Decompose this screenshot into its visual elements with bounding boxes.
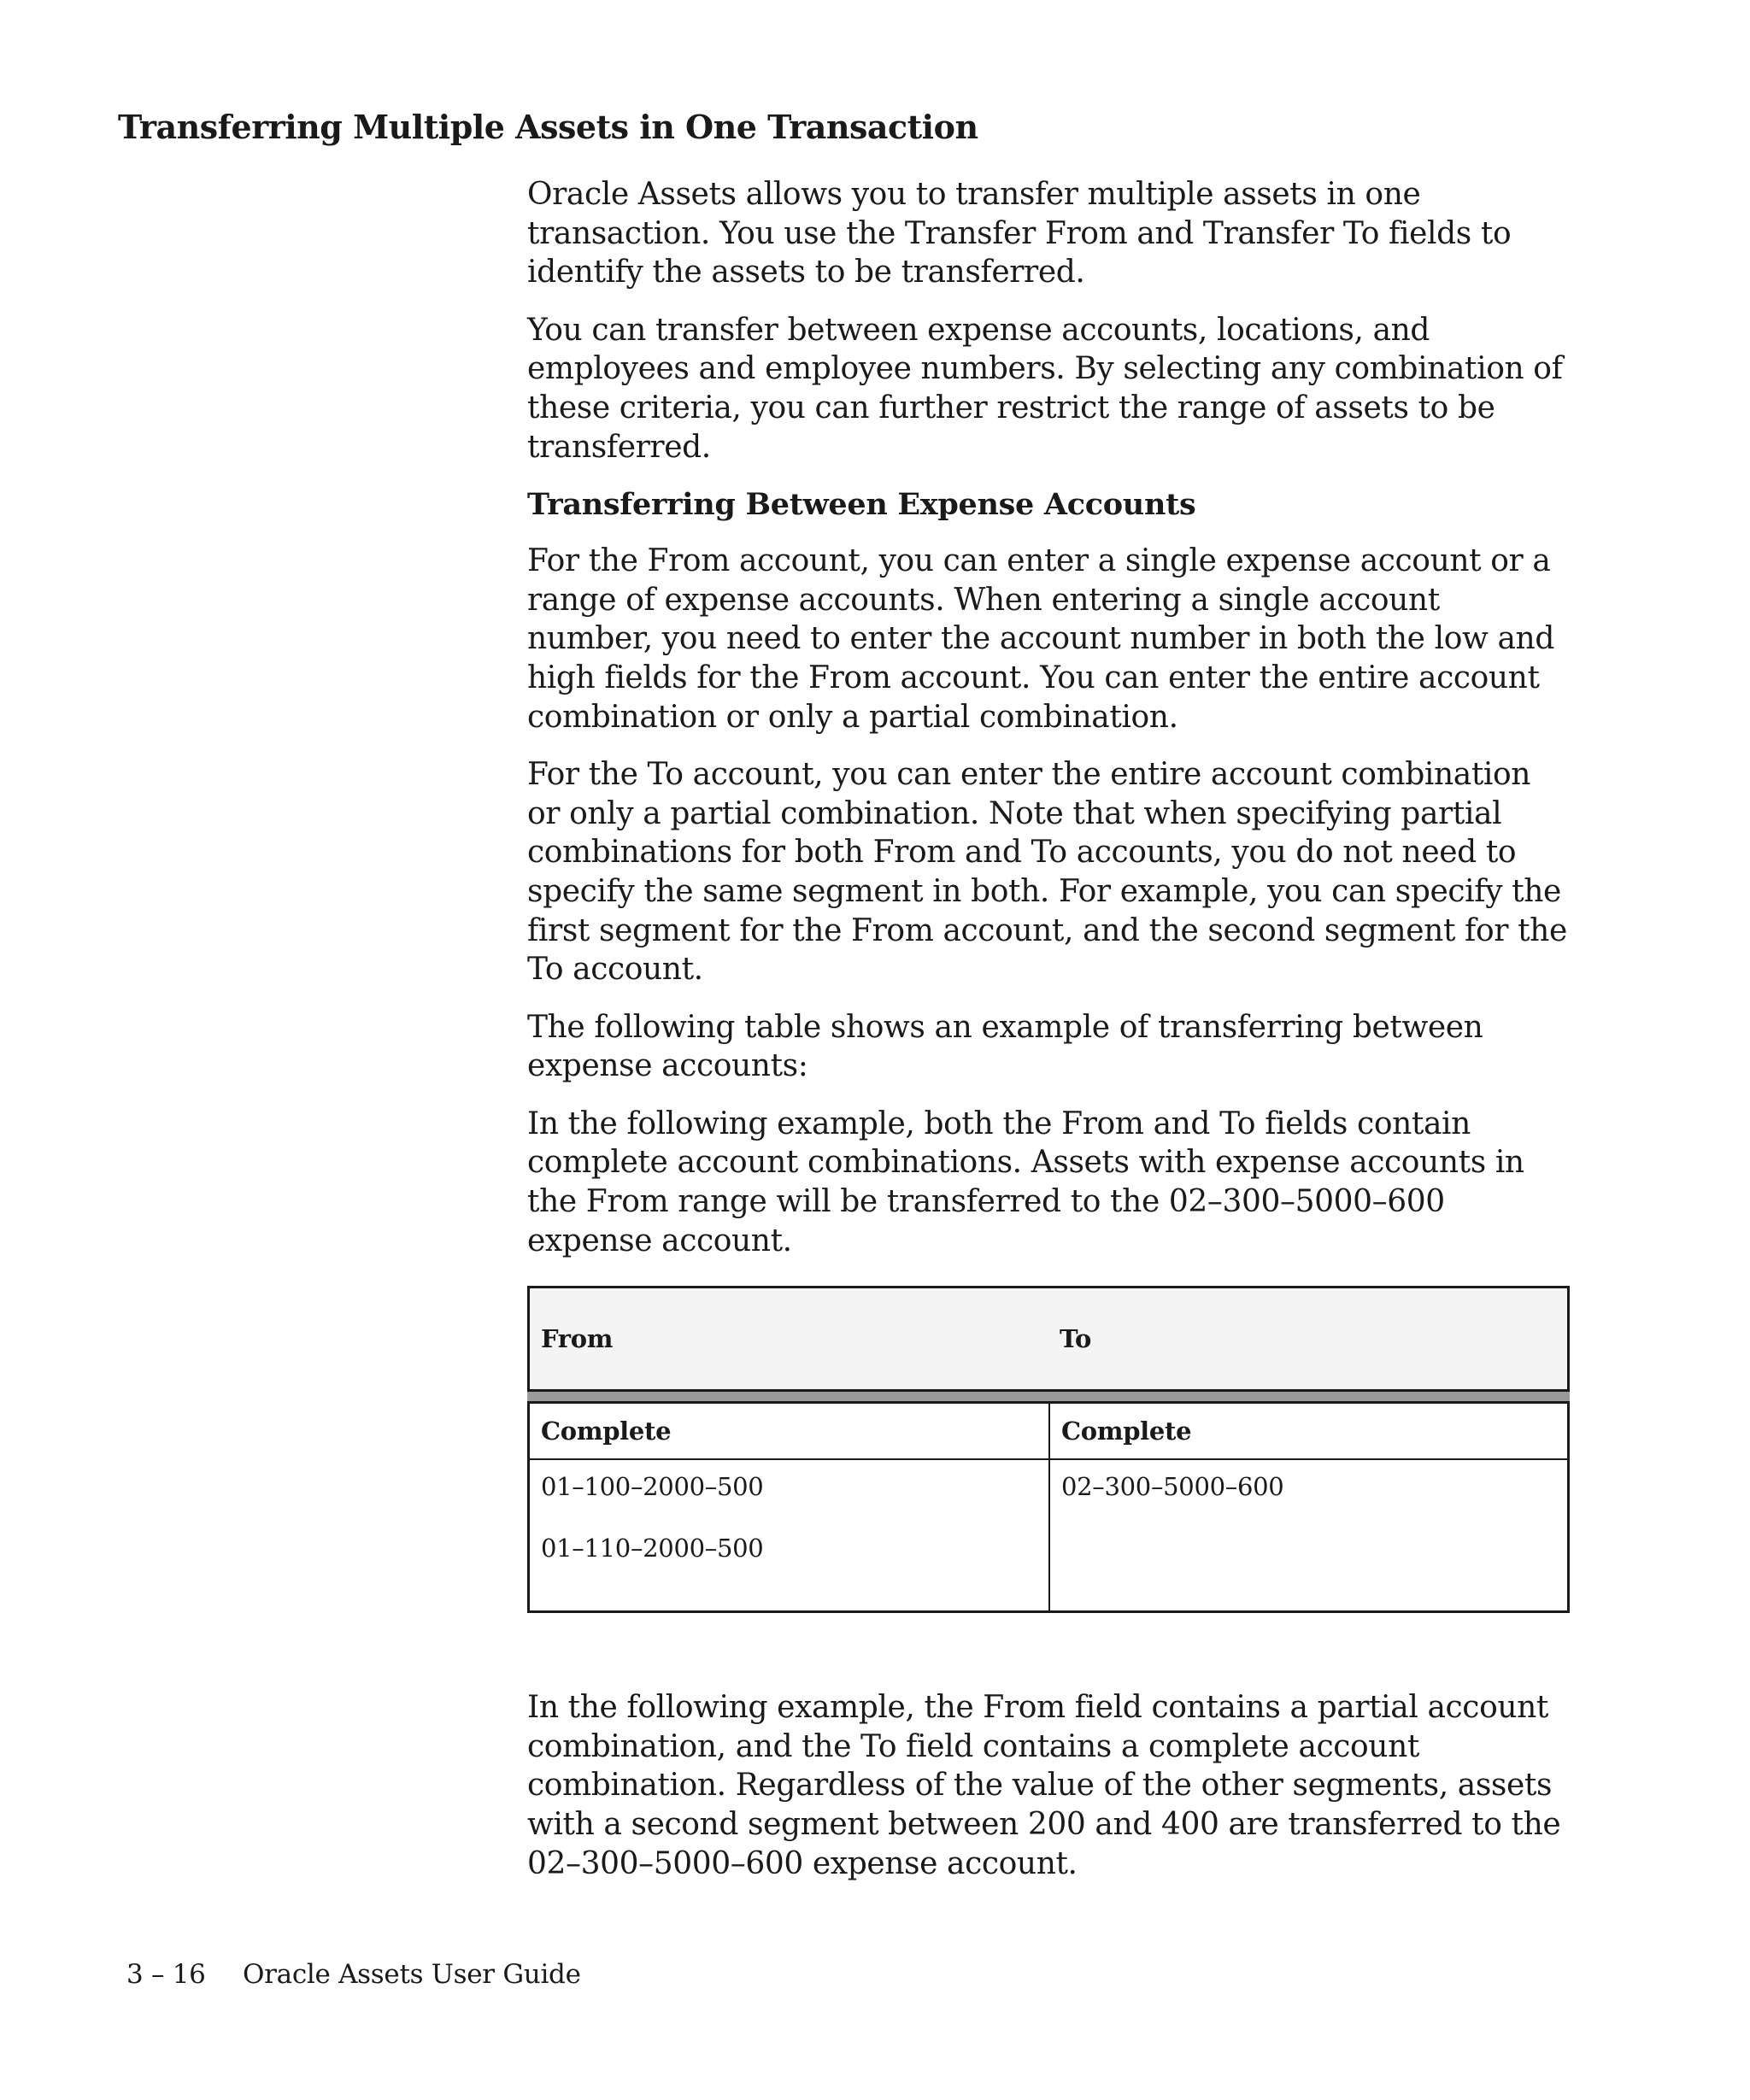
page-title: Transferring Multiple Assets in One Transaction <box>118 108 978 146</box>
table-divider <box>527 1392 1570 1401</box>
to-account-cell: 02–300–5000–600 <box>1061 1472 1284 1502</box>
table-header <box>527 1286 1570 1392</box>
to-type-cell: Complete <box>1050 1404 1567 1460</box>
intro-paragraph-2: You can transfer between expense accounts, locations, and employees and employee numbers. By selecting any combination of these criteria, you can further restrict the range of assets to be transferred. <box>527 312 1563 465</box>
book-title: Oracle Assets User Guide <box>243 1959 581 1990</box>
page-number: 3 – 16 <box>126 1959 206 1990</box>
intro-paragraph-1: Oracle Assets allows you to transfer multiple assets in one transaction. You use the Transfer From and Transfer To fields to identify the assets to be transferred. <box>527 177 1512 290</box>
table-header-to: To <box>1060 1324 1091 1354</box>
section-paragraph-2: For the To account, you can enter the entire account combination or only a partial combination. Note that when specifying partial combinations for both From and To accounts, you do not need to specify the same segment in both. For example, you can specify the first segment for the From account, and the second segment for the To account. <box>527 757 1567 988</box>
page-footer <box>126 1959 581 1990</box>
section-paragraph-4: In the following example, both the From and To fields contain complete account combinations. Assets with expense accounts in the From range will be transferred to the 02–300–5000–600 expense account. <box>527 1106 1524 1258</box>
from-account-cell: 01–100–2000–500 <box>541 1472 764 1502</box>
transfer-example-table <box>527 1286 1570 1613</box>
section-paragraph-1: For the From account, you can enter a single expense account or a range of expense accounts. When entering a single account number, you need to enter the account number in both the low and high fields for the From account. You can enter the entire account combination or only a partial combination. <box>527 543 1554 735</box>
main-content <box>527 175 1570 1902</box>
section-paragraph-3: The following table shows an example of transferring between expense accounts: <box>527 1009 1483 1084</box>
table-header-from: From <box>541 1324 614 1354</box>
section-paragraph-5: In the following example, the From field contains a partial account combination, and the To field contains a complete account combination. Regardless of the value of the other segments, assets with a second segment between 200 and 400 are transferred to the 02–300–5000–600 expense account. <box>527 1690 1561 1881</box>
from-account-cell: 01–110–2000–500 <box>541 1534 764 1563</box>
table-column-from <box>530 1404 1048 1610</box>
from-type-cell: Complete <box>530 1404 1048 1460</box>
section-heading: Transferring Between Expense Accounts <box>527 487 1196 523</box>
table-body <box>527 1401 1570 1613</box>
table-column-to <box>1048 1404 1567 1610</box>
